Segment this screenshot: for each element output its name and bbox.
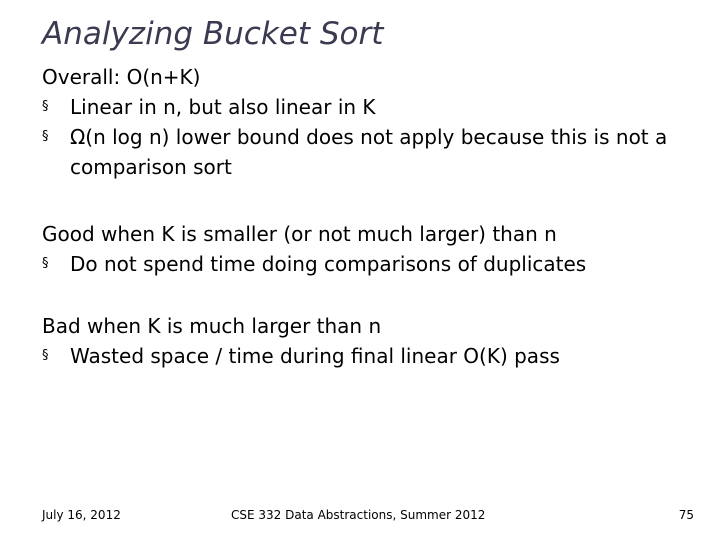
square-bullet-icon: § (42, 256, 49, 271)
footer-date: July 16, 2012 (42, 508, 121, 522)
section-heading: Good when K is smaller (or not much larger) than n (42, 222, 557, 246)
bullet-item (42, 249, 712, 279)
section-heading: Overall: O(n+K) (42, 65, 201, 89)
bullet-text: Linear in n, but also linear in K (70, 95, 376, 119)
bullet-text: Do not spend time doing comparisons of duplicates (70, 252, 587, 276)
bullet-text: Ω(n log n) lower bound does not apply because this is not a comparison sort (70, 125, 668, 179)
section-bad-when (42, 311, 712, 371)
bullet-list (42, 249, 712, 279)
bullet-list (42, 341, 712, 371)
section-overall (42, 62, 712, 182)
square-bullet-icon: § (42, 99, 49, 114)
section-heading: Bad when K is much larger than n (42, 314, 382, 338)
bullet-item (42, 341, 712, 371)
bullet-text: Wasted space / time during final linear O(K) pass (70, 344, 560, 368)
square-bullet-icon: § (42, 129, 49, 144)
footer-course: CSE 332 Data Abstractions, Summer 2012 (231, 508, 486, 522)
page-number: 75 (678, 508, 694, 522)
square-bullet-icon: § (42, 348, 49, 363)
bullet-item (42, 122, 712, 182)
section-good-when (42, 219, 712, 279)
bullet-list (42, 92, 712, 182)
slide-title: Analyzing Bucket Sort (42, 16, 384, 52)
bullet-item (42, 92, 712, 122)
